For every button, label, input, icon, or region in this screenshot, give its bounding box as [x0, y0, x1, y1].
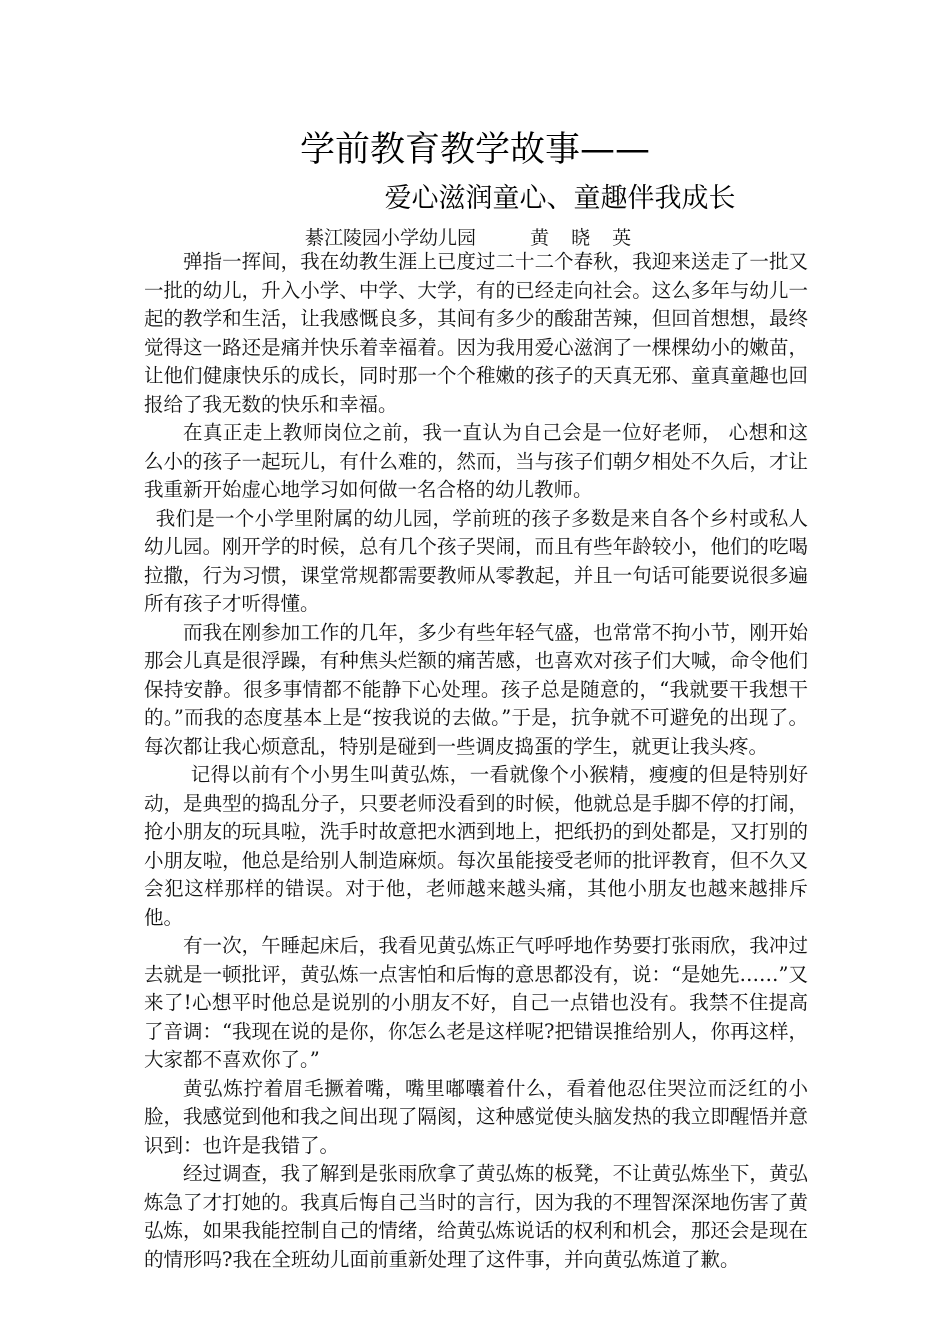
author-name: 黄 晓 英 — [530, 227, 640, 249]
paragraph: 而我在刚参加工作的几年，多少有些年轻气盛，也常常不拘小节，刚开始那会儿真是很浮躁，有种焦头烂额的痛苦感，也喜欢对孩子们大喊，命令他们保持安静。很多事情都不能静下心处理。孩子总是随意的，“我就要干我想干的。”而我的态度基本上是“按我说的去做。”于是，抗争就不可避免的出现了。每次都让我心烦意乱，特别是碰到一些调皮捣蛋的学生，就更让我头疼。 — [144, 620, 808, 758]
paragraph: 我们是一个小学里附属的幼儿园，学前班的孩子多数是来自各个乡村或私人幼儿园。刚开学的时候，总有几个孩子哭闹，而且有些年龄较小，他们的吃喝拉撒，行为习惯，课堂常规都需要教师从零教起，并且一句话可能要说很多遍所有孩子才听得懂。 — [144, 506, 808, 615]
paragraph: 黄弘炼拧着眉毛撅着嘴，嘴里嘟囔着什么，看着他忍住哭泣而泛红的小脸，我感觉到他和我之间出现了隔阂，这种感觉使头脑发热的我立即醒悟并意识到：也许是我错了。 — [144, 1076, 808, 1157]
author-school: 綦江陵园小学幼儿园 — [305, 227, 477, 249]
paragraph: 弹指一挥间，我在幼教生涯上已度过二十二个春秋，我迎来送走了一批又一批的幼儿，升入小学、中学、大学，有的已经走向社会。这么多年与幼儿一起的教学和生活，让我感慨良多，其间有多少的酸甜苦辣，但回首想想，最终觉得这一路还是痛并快乐着幸福着。因为我用爱心滋润了一棵棵幼小的嫩苗，让他们健康快乐的成长，同时那一个个稚嫩的孩子的天真无邪、童真童趣也回报给了我无数的快乐和幸福。 — [144, 250, 808, 416]
paragraph: 经过调查，我了解到是张雨欣拿了黄弘炼的板凳，不让黄弘炼坐下，黄弘炼急了才打她的。我真后悔自己当时的言行，因为我的不理智深深地伤害了黄弘炼，如果我能控制自己的情绪，给黄弘炼说话的权利和机会，那还会是现在的情形吗?我在全班幼儿面前重新处理了这件事，并向黄弘炼道了歉。 — [144, 1162, 808, 1271]
article-body — [144, 248, 808, 1274]
paragraph: 有一次，午睡起床后，我看见黄弘炼正气呼呼地作势要打张雨欣，我冲过去就是一顿批评，黄弘炼一点害怕和后悔的意思都没有，说：“是她先……”又来了!心想平时他总是说别的小朋友不好，自己一点错也没有。我禁不住提高了音调：“我现在说的是你，你怎么老是这样呢?把错误推给别人，你再这样，大家都不喜欢你了。” — [144, 934, 808, 1071]
paragraph: 在真正走上教师岗位之前，我一直认为自己会是一位好老师， 心想和这么小的孩子一起玩儿，有什么难的，然而，当与孩子们朝夕相处不久后，才让我重新开始虚心地学习如何做一名合格的幼儿教师。 — [144, 421, 808, 501]
document-title: 学前教育教学故事—— — [299, 130, 650, 170]
paragraph: 记得以前有个小男生叫黄弘炼，一看就像个小猴精，瘦瘦的但是特别好动，是典型的捣乱分子，只要老师没看到的时候，他就总是手脚不停的打闹，抢小朋友的玩具啦，洗手时故意把水洒到地上，把纸扔的到处都是，又打别的小朋友啦，他总是给别人制造麻烦。每次虽能接受老师的批评教育，但不久又会犯这样那样的错误。对于他，老师越来越头痛，其他小朋友也越来越排斥他。 — [144, 763, 808, 929]
document-subtitle: 爱心滋润童心、童趣伴我成长 — [384, 183, 736, 214]
